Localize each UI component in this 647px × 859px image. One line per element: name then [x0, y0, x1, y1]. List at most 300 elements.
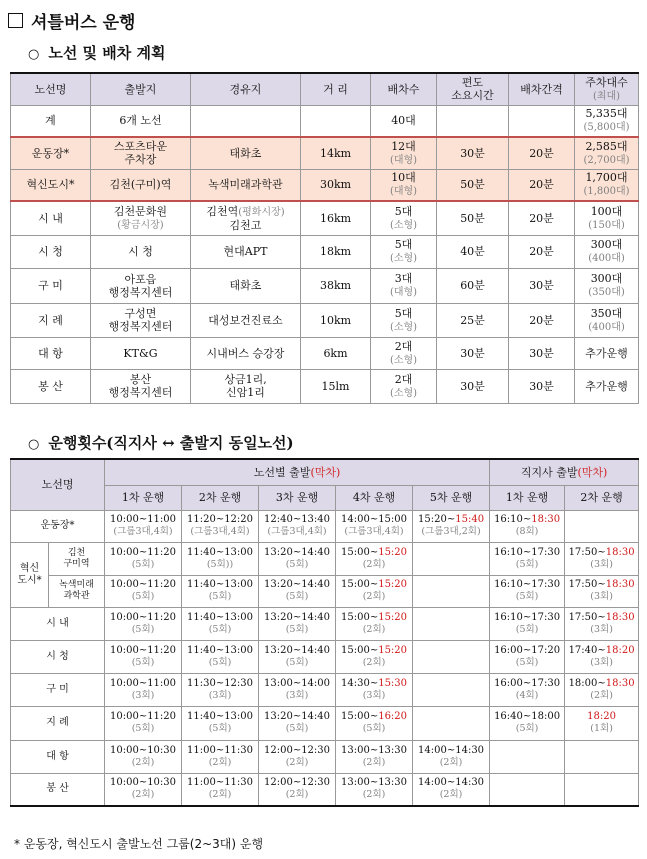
- run-cell: [105, 510, 182, 542]
- route-name-cell: 운동장*: [11, 137, 91, 169]
- table-row: [11, 607, 639, 640]
- header-run: 2차 운행: [182, 485, 259, 510]
- table-row: [11, 773, 639, 806]
- run-cell: [565, 510, 639, 542]
- header-run: 5차 운행: [413, 485, 490, 510]
- distance-cell: 10km: [301, 303, 371, 337]
- header-group-red: (막차): [310, 465, 341, 479]
- run-time: 13:00~13:30: [341, 744, 408, 756]
- via-text: 녹색미래과학관: [208, 178, 283, 192]
- table-header-cell: [11, 73, 91, 105]
- run-count: (2회): [208, 789, 232, 801]
- via-sub: (평화시장): [238, 206, 285, 218]
- run-last-time: 16:20: [378, 711, 408, 722]
- run-count: (2회): [590, 689, 613, 701]
- parking-cell: [575, 235, 639, 268]
- run-time: 11:30~12:30: [187, 677, 254, 689]
- header-route-name: 노선명: [11, 459, 105, 510]
- run-cell: [259, 740, 336, 773]
- header-label: 경유지: [229, 82, 262, 96]
- run-count: (3회): [590, 558, 613, 570]
- run-time: 10:00~11:20: [110, 611, 177, 623]
- distance-cell: [301, 105, 371, 137]
- parking-sub: (2,700대): [583, 154, 630, 166]
- table-row: [11, 369, 639, 403]
- run-time: 15:20~: [418, 514, 456, 525]
- header-label: 배차간격: [520, 82, 563, 96]
- run-cell: [413, 542, 490, 575]
- cars-cell: [371, 105, 437, 137]
- cars-sub: (소형): [389, 253, 418, 264]
- run-time: 13:00~13:30: [341, 777, 408, 789]
- table-row: [11, 105, 639, 137]
- group-name-cell: [11, 542, 49, 607]
- run-cell: [259, 510, 336, 542]
- parking-text: 100대: [590, 204, 623, 218]
- run-count: (5회): [285, 723, 309, 734]
- run-last-time: 15:20: [378, 546, 408, 558]
- run-count: (2회): [285, 756, 309, 768]
- route-name-cell: 봉 산: [11, 369, 91, 403]
- run-cell: [413, 640, 490, 673]
- cars-sub: (대형): [389, 154, 418, 166]
- header-run: 1차 운행: [490, 485, 565, 510]
- run-cell: [336, 542, 413, 575]
- origin-text: 행정복지센터: [108, 386, 173, 399]
- run-time: 16:10~17:30: [494, 579, 561, 590]
- run-time: 12:00~12:30: [264, 777, 331, 789]
- parking-cell: [575, 337, 639, 369]
- run-cell: [182, 575, 259, 607]
- run-time: 12:00~12:30: [264, 744, 331, 756]
- run-last-time: 18:30: [605, 546, 635, 558]
- run-count: (2회): [131, 789, 155, 801]
- run-cell: [105, 773, 182, 806]
- cars-cell: [371, 268, 437, 303]
- run-count: (5회): [515, 656, 539, 668]
- run-cell: [565, 607, 639, 640]
- time-cell: 40분: [437, 235, 509, 268]
- header-label: 출발지: [124, 82, 157, 96]
- run-cell: [182, 740, 259, 773]
- origin-cell: [91, 337, 191, 369]
- cars-cell: [371, 369, 437, 403]
- origin-text: 아포읍: [124, 272, 157, 286]
- parking-sub: (5,800대): [583, 122, 630, 134]
- table-header-cell: [191, 73, 301, 105]
- run-count: (그룹3대,2회): [421, 526, 481, 537]
- run-count: (5회): [131, 623, 155, 635]
- run-time: 11:00~11:30: [187, 777, 254, 789]
- table-header-cell: [301, 73, 371, 105]
- route-name-cell: [49, 542, 105, 575]
- run-cell: [490, 640, 565, 673]
- run-time: 13:20~14:40: [264, 579, 331, 590]
- interval-cell: 20분: [509, 137, 575, 169]
- run-time: 15:00~: [341, 546, 379, 558]
- run-count: (2회): [362, 623, 386, 635]
- cars-cell: [371, 137, 437, 169]
- run-cell: [182, 673, 259, 706]
- via-text: 태화초: [229, 279, 262, 292]
- run-cell: [336, 673, 413, 706]
- time-cell: 50분: [437, 201, 509, 235]
- run-time: 10:00~11:20: [110, 711, 177, 722]
- parking-cell: [575, 201, 639, 235]
- run-cell: [105, 740, 182, 773]
- cars-text: 2대: [394, 372, 413, 386]
- run-count: (그룹3대,4회): [113, 526, 173, 537]
- run-cell: [105, 542, 182, 575]
- run-count: (8회): [515, 526, 539, 537]
- origin-cell: [91, 169, 191, 201]
- page-title: 셔틀버스 운행: [8, 8, 135, 33]
- parking-text: 300대: [590, 272, 623, 285]
- route-name-cell: 운동장*: [11, 510, 105, 542]
- table-row: [11, 201, 639, 235]
- table-row: [11, 169, 639, 201]
- run-count: (2회): [362, 656, 386, 668]
- table-header-cell: [371, 73, 437, 105]
- run-count: (5회): [208, 591, 232, 602]
- run-count: (2회): [439, 789, 463, 801]
- parking-text: 5,335대: [585, 107, 628, 121]
- run-last-time: 15:40: [455, 514, 485, 525]
- origin-text: KT&G: [123, 346, 158, 360]
- cars-sub: (대형): [389, 186, 418, 198]
- parking-cell: [575, 105, 639, 137]
- time-cell: 50분: [437, 169, 509, 201]
- run-time: 14:00~14:30: [418, 744, 485, 756]
- run-time: 11:40~13:00: [187, 579, 254, 590]
- run-count: (그룹3대,4회): [267, 526, 327, 537]
- via-cell: [191, 303, 301, 337]
- header-label: 편도: [461, 76, 484, 90]
- route-name-cell: 구 미: [11, 673, 105, 706]
- run-cell: [259, 575, 336, 607]
- run-cell: [490, 607, 565, 640]
- interval-cell: 20분: [509, 303, 575, 337]
- via-cell: [191, 201, 301, 235]
- run-cell: [336, 640, 413, 673]
- group-name-text: 혁신: [19, 562, 40, 574]
- parking-cell: [575, 268, 639, 303]
- run-time: 10:00~11:20: [110, 579, 177, 590]
- run-time: 17:50~: [568, 611, 606, 623]
- run-cell: [490, 706, 565, 740]
- run-cell: [413, 510, 490, 542]
- run-time: 11:40~13:00: [187, 711, 254, 722]
- run-time: 10:00~10:30: [110, 777, 177, 789]
- cars-cell: [371, 337, 437, 369]
- origin-text: 주차장: [124, 153, 157, 167]
- run-cell: [413, 575, 490, 607]
- parking-cell: [575, 137, 639, 169]
- route-name-cell: 대 항: [11, 740, 105, 773]
- table-row: [11, 706, 639, 740]
- origin-cell: [91, 369, 191, 403]
- section-heading-1: ○ 노선 및 배차 계획: [28, 44, 166, 62]
- run-cell: [336, 773, 413, 806]
- run-time: 15:00~: [341, 611, 379, 623]
- header-sub: (최대): [592, 90, 621, 102]
- run-cell: [413, 773, 490, 806]
- run-count: (5회): [515, 723, 539, 734]
- route-name-cell: 시 내: [11, 607, 105, 640]
- run-count: (3회): [285, 689, 309, 701]
- via-cell: [191, 169, 301, 201]
- run-count: (그룹3대,4회): [190, 526, 250, 537]
- run-count: (2회): [362, 789, 386, 801]
- run-time: 13:20~14:40: [264, 546, 331, 558]
- via-text: 시내버스 승강장: [206, 346, 285, 360]
- run-count: (5회): [208, 723, 232, 734]
- interval-cell: 20분: [509, 235, 575, 268]
- via-cell: [191, 369, 301, 403]
- interval-cell: 20분: [509, 169, 575, 201]
- via-cell: [191, 105, 301, 137]
- run-last-time: 15:20: [378, 579, 408, 590]
- run-cell: [490, 773, 565, 806]
- table-row: [11, 542, 639, 575]
- header-group-jikjisa-departure: [490, 459, 639, 485]
- via-text: 김천고: [229, 218, 262, 232]
- header-label: 거 리: [323, 82, 348, 96]
- parking-text: 350대: [590, 306, 623, 320]
- run-last-time: 18:30: [605, 611, 635, 623]
- run-time: 11:40~13:00: [187, 611, 254, 623]
- header-run: 3차 운행: [259, 485, 336, 510]
- run-count: (5회): [285, 656, 309, 668]
- run-time: 16:00~17:20: [494, 644, 561, 656]
- run-cell: [105, 640, 182, 673]
- table-header-cell: [91, 73, 191, 105]
- run-cell: [182, 542, 259, 575]
- table-row: [11, 235, 639, 268]
- parking-text: 2,585대: [585, 139, 628, 153]
- run-count: (2회): [362, 591, 386, 602]
- cars-text: 5대: [394, 306, 413, 320]
- cars-sub: (소형): [389, 321, 418, 333]
- parking-text: 1,700대: [585, 171, 628, 185]
- cars-cell: [371, 201, 437, 235]
- cars-cell: [371, 169, 437, 201]
- run-cell: [490, 575, 565, 607]
- route-name-cell: 구 미: [11, 268, 91, 303]
- run-last-time: 18:30: [605, 677, 635, 689]
- run-cell: [105, 706, 182, 740]
- run-count: (3회): [590, 656, 613, 668]
- run-count: (1회): [590, 723, 613, 734]
- distance-cell: 14km: [301, 137, 371, 169]
- run-time: 16:10~17:30: [494, 611, 561, 623]
- route-name-cell: 계: [11, 105, 91, 137]
- header-label: 노선명: [34, 82, 67, 96]
- route-name-text: 과학관: [63, 591, 90, 601]
- cars-text: 12대: [391, 139, 416, 153]
- table-row: [11, 740, 639, 773]
- table-row: [11, 510, 639, 542]
- run-time: 13:20~14:40: [264, 611, 331, 623]
- run-count: (5회): [285, 623, 309, 635]
- run-time: 12:40~13:40: [264, 514, 331, 525]
- distance-cell: 6km: [301, 337, 371, 369]
- run-time: 13:00~14:00: [264, 677, 331, 689]
- run-cell: [565, 673, 639, 706]
- parking-sub: (150대): [588, 219, 625, 231]
- run-count: (5회): [515, 558, 539, 570]
- run-time: 13:20~14:40: [264, 711, 331, 722]
- cars-text: 3대: [394, 272, 413, 285]
- cars-cell: [371, 303, 437, 337]
- cars-text: 2대: [394, 339, 413, 353]
- route-plan-table: [10, 72, 639, 404]
- table-row: [11, 575, 639, 607]
- run-cell: [490, 673, 565, 706]
- run-cell: [182, 706, 259, 740]
- run-time: 17:40~: [568, 644, 606, 656]
- run-cell: [336, 575, 413, 607]
- group-name-text: 도시*: [17, 574, 42, 586]
- footnote: * 운동장, 혁신도시 출발노선 그룹(2~3대) 운행: [14, 837, 264, 851]
- run-count: (3회): [590, 623, 613, 635]
- run-time: 10:00~11:00: [110, 514, 177, 525]
- header-label: 소요시간: [451, 89, 494, 103]
- run-count: (5회): [131, 591, 155, 602]
- run-time: 15:00~: [341, 711, 379, 722]
- cars-text: 5대: [394, 204, 413, 218]
- run-cell: [490, 740, 565, 773]
- run-cell: [565, 773, 639, 806]
- origin-text: 봉산: [129, 373, 152, 386]
- route-name-cell: 시 내: [11, 201, 91, 235]
- origin-text: 김천문화원: [113, 204, 168, 218]
- parking-cell: [575, 369, 639, 403]
- run-cell: [336, 510, 413, 542]
- table-row: [11, 303, 639, 337]
- header-run: 1차 운행: [105, 485, 182, 510]
- origin-text: 스포츠타운: [113, 140, 168, 154]
- run-cell: [413, 740, 490, 773]
- table-row: [11, 337, 639, 369]
- route-name-cell: 시 청: [11, 640, 105, 673]
- run-time: 11:40~13:00: [187, 644, 254, 656]
- run-cell: [259, 773, 336, 806]
- run-last-time: 15:20: [378, 611, 408, 623]
- run-cell: [105, 607, 182, 640]
- header-group-label: 직지사 출발: [520, 465, 578, 479]
- run-last-time: 18:30: [531, 514, 561, 525]
- run-count: (5회): [285, 558, 309, 570]
- cars-text: 10대: [391, 171, 416, 185]
- table-row: [11, 137, 639, 169]
- circle-bullet-icon: ○: [28, 47, 40, 62]
- route-name-cell: 지 례: [11, 303, 91, 337]
- origin-cell: [91, 235, 191, 268]
- route-name-cell: 대 항: [11, 337, 91, 369]
- table-row: [11, 640, 639, 673]
- route-name-text: 구미역: [63, 558, 90, 569]
- run-time: 11:20~12:20: [187, 514, 254, 525]
- run-time: 10:00~11:20: [110, 546, 177, 558]
- run-cell: [182, 773, 259, 806]
- run-count: (5회): [515, 591, 539, 602]
- via-text: 신암1리: [226, 386, 265, 399]
- parking-text: 추가운행: [585, 379, 628, 393]
- origin-cell: [91, 137, 191, 169]
- interval-cell: 30분: [509, 337, 575, 369]
- parking-text: 추가운행: [585, 346, 628, 360]
- parking-text: 300대: [590, 238, 623, 251]
- run-time: 14:00~15:00: [341, 514, 408, 525]
- run-time: 18:00~: [568, 677, 606, 689]
- route-name-text: 김천: [67, 547, 86, 558]
- run-count: (2회): [131, 756, 155, 768]
- run-count: (3회): [131, 689, 155, 701]
- origin-text: 김천(구미)역: [109, 178, 172, 192]
- run-cell: [565, 706, 639, 740]
- origin-text: 6개 노선: [119, 114, 162, 128]
- run-count: (5회): [515, 623, 539, 635]
- parking-sub: (350대): [588, 287, 625, 298]
- origin-text: 행정복지센터: [108, 285, 173, 299]
- run-cell: [259, 640, 336, 673]
- route-name-cell: 봉 산: [11, 773, 105, 806]
- cars-sub: (소형): [389, 387, 418, 399]
- table-header-cell: [437, 73, 509, 105]
- via-cell: [191, 137, 301, 169]
- time-cell: 30분: [437, 137, 509, 169]
- cars-text: 40대: [391, 114, 416, 128]
- run-time: 10:00~10:30: [110, 744, 177, 756]
- via-cell: [191, 337, 301, 369]
- distance-cell: 15lm: [301, 369, 371, 403]
- time-cell: 25분: [437, 303, 509, 337]
- table-header-cell: [509, 73, 575, 105]
- via-cell: [191, 268, 301, 303]
- origin-text: 시 청: [128, 245, 153, 258]
- run-cell: [259, 542, 336, 575]
- run-cell: [259, 673, 336, 706]
- run-last-time: 15:20: [378, 644, 408, 656]
- time-cell: 30분: [437, 369, 509, 403]
- table-row: [11, 268, 639, 303]
- run-cell: [336, 706, 413, 740]
- run-count: (5회): [208, 656, 232, 668]
- interval-cell: 30분: [509, 268, 575, 303]
- run-count: (3회): [590, 591, 613, 602]
- run-time: 11:00~11:30: [187, 744, 254, 756]
- run-cell: [565, 542, 639, 575]
- run-count: (3회): [208, 689, 232, 701]
- route-name-cell: 지 례: [11, 706, 105, 740]
- run-count: (3회): [362, 689, 386, 701]
- run-cell: [259, 607, 336, 640]
- run-cell: [105, 575, 182, 607]
- run-cell: [490, 542, 565, 575]
- distance-cell: 16km: [301, 201, 371, 235]
- origin-cell: [91, 303, 191, 337]
- distance-cell: 30km: [301, 169, 371, 201]
- distance-cell: 18km: [301, 235, 371, 268]
- via-text: 대성보건진료소: [208, 313, 283, 327]
- via-text: 김천역: [206, 204, 239, 218]
- run-time: 16:10~: [494, 514, 532, 525]
- parking-sub: (400대): [588, 321, 625, 333]
- run-time: 13:20~14:40: [264, 644, 331, 656]
- origin-cell: [91, 268, 191, 303]
- run-count: (2회): [362, 558, 386, 570]
